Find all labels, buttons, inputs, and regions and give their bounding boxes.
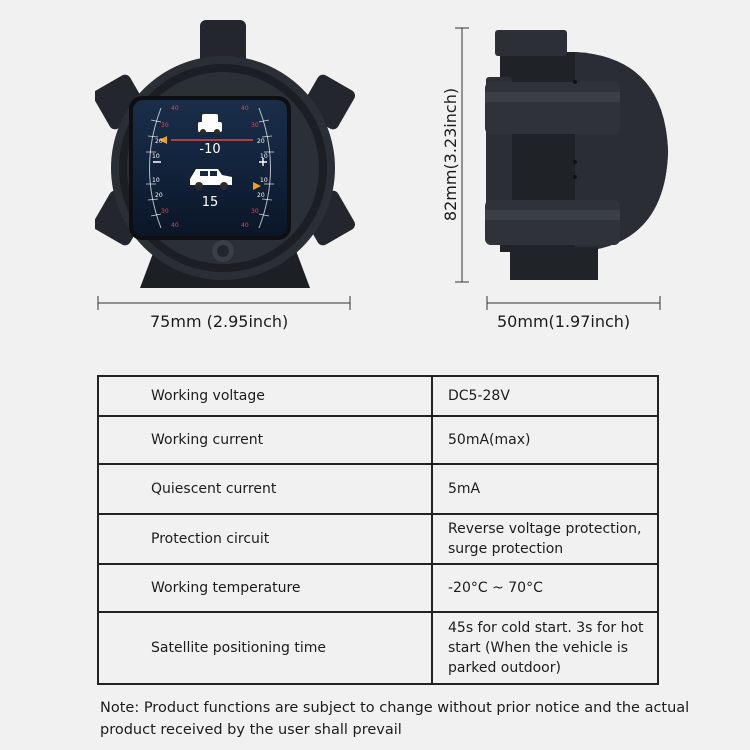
side-width-label: 50mm(1.97inch) [497,312,631,331]
roll-readout: 15 [201,195,219,210]
scale-tick: 10 [152,153,160,160]
scale-tick: 40 [171,105,179,112]
scale-tick: 30 [161,122,169,129]
screen-graphics [133,100,287,236]
scale-tick: 20 [257,138,265,145]
spec-value: -20°C ~ 70°C [432,564,658,612]
spec-label: Protection circuit [98,514,432,564]
spec-label: Working voltage [98,376,432,416]
side-height-label: 82mm(3.23inch) [441,87,461,222]
scale-tick: 20 [155,192,163,199]
inclinometer-screen [133,100,287,236]
table-row [98,514,658,564]
spec-label: Quiescent current [98,464,432,514]
device-front-view [95,18,355,290]
scale-tick: 30 [251,122,259,129]
scale-tick: 30 [251,208,259,215]
spec-value: 50mA(max) [432,416,658,464]
spec-label: Working temperature [98,564,432,612]
table-row [98,612,658,684]
spec-value: DC5-28V [432,376,658,416]
table-row [98,464,658,514]
scale-tick: 30 [161,208,169,215]
spec-label: Working current [98,416,432,464]
spec-value: 5mA [432,464,658,514]
scale-tick: 40 [241,105,249,112]
device-side-body [480,22,670,282]
scale-tick: 10 [152,177,160,184]
pitch-readout: -10 [199,142,221,157]
table-row [98,376,658,416]
device-side-view [480,22,670,282]
spec-value: 45s for cold start. 3s for hot start (When the vehicle is parked outdoor) [432,612,658,684]
table-row [98,564,658,612]
scale-tick: 40 [241,222,249,229]
scale-tick: 40 [171,222,179,229]
spec-label: Satellite positioning time [98,612,432,684]
spec-value: Reverse voltage protection, surge protection [432,514,658,564]
scale-tick: 20 [257,192,265,199]
spec-table [97,375,659,685]
scale-tick: 10 [260,177,268,184]
table-row [98,416,658,464]
disclaimer-note: Note: Product functions are subject to change without prior notice and the actual product received by the user shall prevail [100,700,690,738]
scale-tick: 10 [260,153,268,160]
front-width-label: 75mm (2.95inch) [150,312,289,331]
scale-tick: 20 [155,138,163,145]
